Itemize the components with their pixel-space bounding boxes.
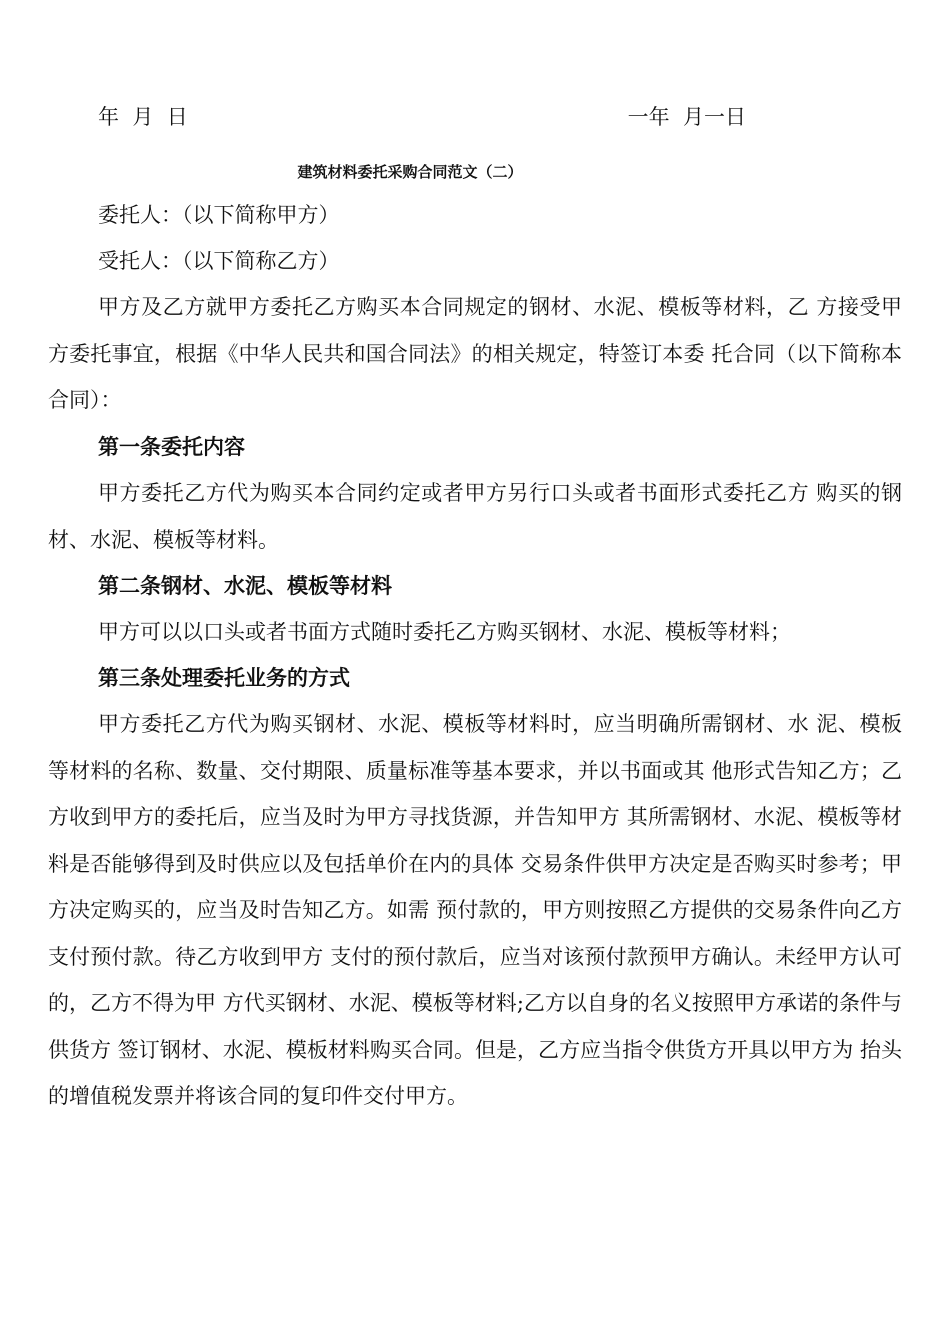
article-3-heading: 第三条处理委托业务的方式 (98, 666, 350, 690)
article-1-heading: 第一条委托内容 (98, 435, 245, 459)
date-row (98, 102, 758, 132)
document-title: 建筑材料委托采购合同范文（二） (297, 163, 523, 181)
article-3-body: 甲方委托乙方代为购买钢材、水泥、模板等材料时，应当明确所需钢材、水 泥、模板等材料的名称、数量、交付期限、质量标准等基本要求，并以书面或其 他形式告知乙方；乙方收到甲方的委托后，应当及时为甲方寻找货源，并告知甲方 其所需钢材、水泥、模板等材料是否能够得到及时供应以及包括单价在内的具体 交易条件供甲方决定是否购买时参考；甲方决定购买的，应当及时告知乙方。如需 预付款的，甲方则按照乙方提供的交易条件向乙方支付预付款。待乙方收到甲方 支付的预付款后，应当对该预付款预甲方确认。未经甲方认可的，乙方不得为甲 方代买钢材、水泥、模板等材料;乙方以自身的名义按照甲方承诺的条件与供货方 签订钢材、水泥、模板材料购买合同。但是，乙方应当指令供货方开具以甲方为 抬头的增值税发票并将该合同的复印件交付甲方。 (48, 712, 903, 1108)
date-left: 年 月 日 (98, 105, 188, 129)
article-1-body: 甲方委托乙方代为购买本合同约定或者甲方另行口头或者书面形式委托乙方 购买的钢材、水泥、模板等材料。 (48, 481, 903, 552)
article-2-heading: 第二条钢材、水泥、模板等材料 (98, 574, 392, 598)
agent-line: 受托人：（以下简称乙方） (98, 249, 340, 273)
principal-line: 委托人：（以下简称甲方） (98, 203, 340, 227)
date-right: 一年 月一日 (627, 105, 746, 129)
article-2-body: 甲方可以以口头或者书面方式随时委托乙方购买钢材、水泥、模板等材料； (98, 620, 791, 644)
preamble-paragraph: 甲方及乙方就甲方委托乙方购买本合同规定的钢材、水泥、模板等材料，乙 方接受甲方委托事宜，根据《中华人民共和国合同法》的相关规定，特签订本委 托合同（以下简称本合同）： (48, 295, 903, 412)
